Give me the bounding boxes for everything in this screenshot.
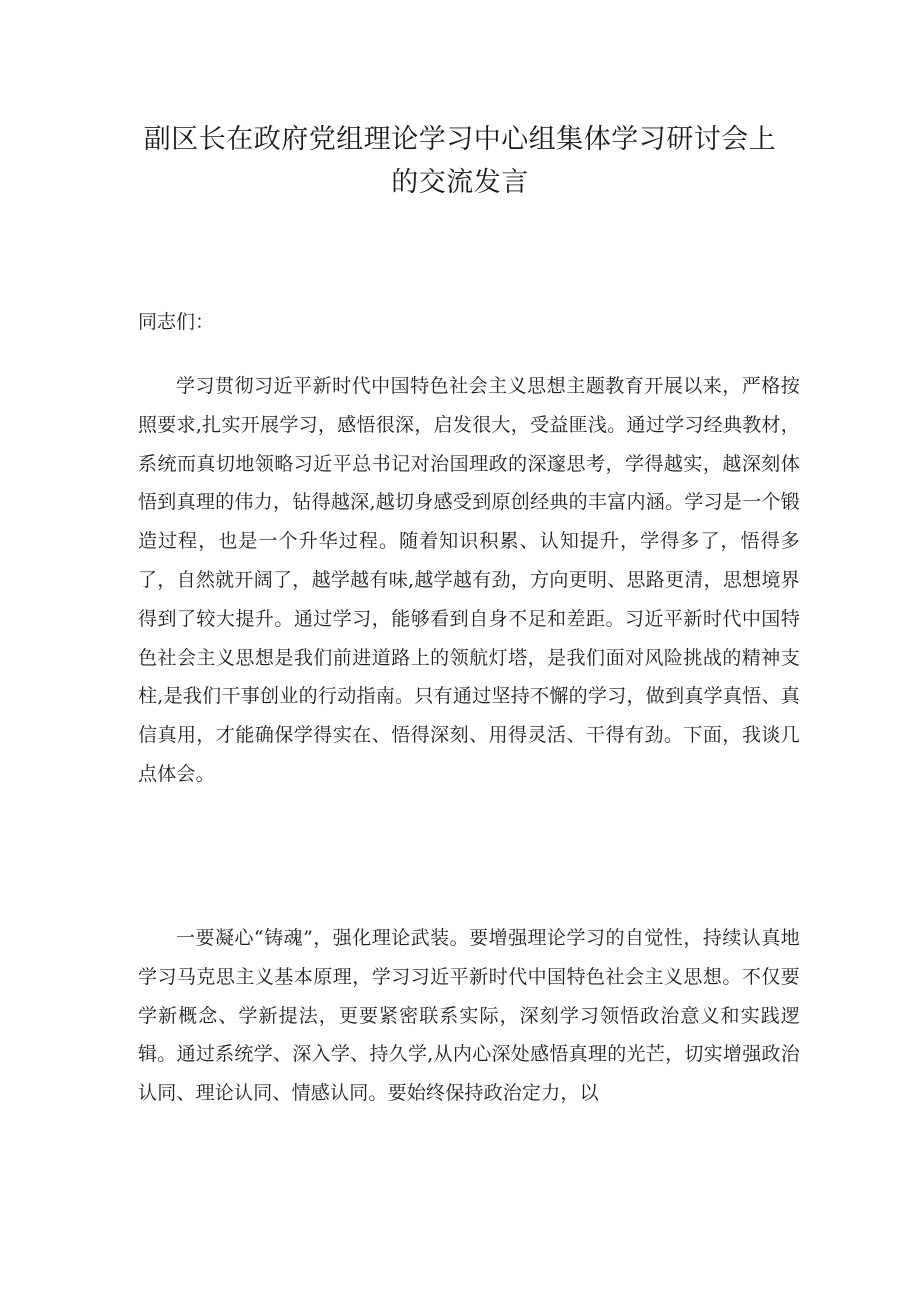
paragraph-2: 一要凝心“铸魂”，强化理论武装。要增强理论学习的自觉性，持续认真地学习马克思主义基本原理，学习习近平新时代中国特色社会主义思想。不仅要学新概念、学新提法，更要紧密联系实际，深刻学习领悟政治意义和实践逻辑。通过系统学、深入学、持久学,从内心深处感悟真理的光芒，切实增强政治认同、理论认同、情感认同。要始终保持政治定力，以	[138, 927, 800, 1105]
title-line-1: 副区长在政府党组理论学习中心组集体学习研讨会上	[143, 124, 777, 155]
document-title	[120, 118, 800, 204]
paragraph-1: 学习贯彻习近平新时代中国特色社会主义思想主题教育开展以来，严格按照要求,扎实开展学习，感悟很深，启发很大，受益匪浅。通过学习经典教材，系统而真切地领略习近平总书记对治国理政的深邃思考，学得越实，越深刻体悟到真理的伟力，钻得越深,越切身感受到原创经典的丰富内涵。学习是一个锻造过程，也是一个升华过程。随着知识积累、认知提升，学得多了，悟得多了，自然就开阔了，越学越有味,越学越有劲，方向更明、思路更清，思想境界得到了较大提升。通过学习，能够看到自身不足和差距。习近平新时代中国特色社会主义思想是我们前进道路上的领航灯塔，是我们面对风险挑战的精神支柱,是我们干事创业的行动指南。只有通过坚持不懈的学习，做到真学真悟、真信真用，才能确保学得实在、悟得深刻、用得灵活、干得有劲。下面，我谈几点体会。	[138, 375, 800, 785]
salutation: 同志们：	[138, 311, 215, 333]
title-line-2: 的交流发言	[391, 167, 529, 198]
